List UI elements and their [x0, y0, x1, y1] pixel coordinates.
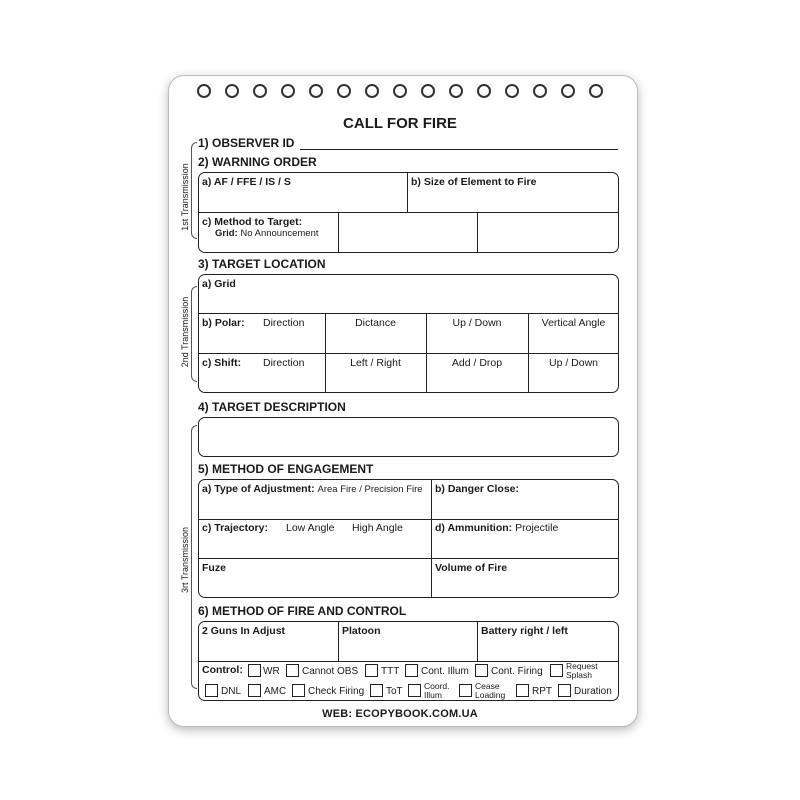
divider: [338, 621, 339, 661]
checkbox-dnl[interactable]: [205, 684, 218, 697]
checkbox-rpt[interactable]: [516, 684, 529, 697]
shift-up-down: Up / Down: [548, 357, 599, 369]
spiral-ring: [589, 84, 603, 98]
section-target-description: 4) TARGET DESCRIPTION: [198, 400, 346, 414]
size-element-label: b) Size of Element to Fire: [411, 176, 537, 188]
grid-value: No Announcement: [240, 228, 319, 239]
ammunition-value: Projectile: [515, 522, 559, 534]
amc-label: AMC: [264, 686, 287, 697]
spiral-ring: [561, 84, 575, 98]
battery-label: Battery right / left: [481, 625, 568, 637]
shift-direction: Direction: [263, 357, 305, 369]
section-target-location: 3) TARGET LOCATION: [198, 257, 326, 271]
volume-fire-label: Volume of Fire: [435, 562, 508, 574]
transmission-label-3: 3rt Transmission: [180, 526, 190, 594]
footer-website: WEB: ECOPYBOOK.COM.UA: [322, 708, 478, 720]
section-method-engagement: 5) METHOD OF ENGAGEMENT: [198, 462, 374, 476]
spiral-ring: [421, 84, 435, 98]
divider: [338, 212, 339, 253]
divider: [198, 353, 619, 354]
target-grid-label: a) Grid: [202, 278, 236, 290]
polar-label: b) Polar:: [202, 317, 245, 329]
coord-illum-label: Coord. Illum: [424, 681, 450, 700]
transmission-label-1: 1st Transmission: [180, 163, 190, 231]
shift-add-drop: Add / Drop: [451, 357, 503, 369]
checkbox-cease-loading[interactable]: [459, 684, 472, 697]
checkbox-duration[interactable]: [558, 684, 571, 697]
target-description-field[interactable]: [198, 417, 619, 457]
section-observer-id: 1) OBSERVER ID: [198, 136, 295, 150]
spiral-ring: [281, 84, 295, 98]
cont-firing-label: Cont. Firing: [491, 666, 543, 677]
checkbox-check-firing[interactable]: [292, 684, 305, 697]
checkbox-ttt[interactable]: [365, 664, 378, 677]
high-angle: High Angle: [352, 522, 403, 534]
divider: [431, 479, 432, 598]
checkbox-request-splash[interactable]: [550, 664, 563, 677]
check-firing-label: Check Firing: [308, 686, 365, 697]
cont-illum-label: Cont. Illum: [421, 666, 469, 677]
polar-distance: Dictance: [355, 317, 396, 329]
adjustment-label: a) Type of Adjustment:: [202, 483, 315, 495]
spiral-ring: [309, 84, 323, 98]
cease-loading-label: Cease Loading: [475, 681, 506, 700]
transmission-bracket-2: [191, 286, 197, 382]
rpt-label: RPT: [532, 686, 552, 697]
polar-vertical-angle: Vertical Angle: [541, 317, 606, 329]
checkbox-tot[interactable]: [370, 684, 383, 697]
guns-adjust-label: 2 Guns In Adjust: [202, 625, 286, 637]
ammunition-label: d) Ammunition:: [435, 522, 513, 534]
fuze-label: Fuze: [202, 562, 226, 574]
duration-label: Duration: [574, 686, 612, 697]
spiral-ring: [197, 84, 211, 98]
checkbox-wr[interactable]: [248, 664, 261, 677]
tot-label: ToT: [386, 686, 403, 697]
checkbox-cont-illum[interactable]: [405, 664, 418, 677]
shift-left-right: Left / Right: [350, 357, 401, 369]
checkbox-coord-illum[interactable]: [408, 684, 421, 697]
spiral-ring: [477, 84, 491, 98]
shift-label: c) Shift:: [202, 357, 242, 369]
section-warning-order: 2) WARNING ORDER: [198, 155, 317, 169]
request-splash-label: Request Splash: [566, 661, 598, 680]
checkbox-cont-firing[interactable]: [475, 664, 488, 677]
divider: [477, 621, 478, 661]
spiral-ring: [393, 84, 407, 98]
spiral-ring: [225, 84, 239, 98]
page-title: CALL FOR FIRE: [343, 115, 457, 132]
method-target-label: c) Method to Target:: [202, 216, 303, 228]
divider: [198, 558, 619, 559]
engagement-table: [198, 479, 619, 598]
target-location-table: [198, 274, 619, 393]
grid-label: Grid:: [215, 228, 238, 239]
spiral-ring: [253, 84, 267, 98]
divider: [198, 661, 619, 662]
adjustment-value: Area Fire / Precision Fire: [317, 484, 423, 495]
transmission-label-2: 2nd Transmission: [180, 296, 190, 368]
spiral-ring: [533, 84, 547, 98]
low-angle: Low Angle: [286, 522, 335, 534]
checkbox-amc[interactable]: [248, 684, 261, 697]
checkbox-cannot-obs[interactable]: [286, 664, 299, 677]
trajectory-label: c) Trajectory:: [202, 522, 268, 534]
divider: [198, 313, 619, 314]
spiral-ring: [505, 84, 519, 98]
section-method-fire: 6) METHOD OF FIRE AND CONTROL: [198, 604, 407, 618]
transmission-bracket-1: [191, 142, 197, 239]
platoon-label: Platoon: [342, 625, 381, 637]
divider: [198, 519, 619, 520]
polar-up-down: Up / Down: [452, 317, 502, 329]
observer-id-field[interactable]: [300, 149, 618, 150]
danger-close-label: b) Danger Close:: [435, 483, 520, 495]
divider: [198, 212, 619, 213]
dnl-label: DNL: [221, 686, 242, 697]
cannot-obs-label: Cannot OBS: [302, 666, 359, 677]
spiral-ring: [337, 84, 351, 98]
af-ffe-label: a) AF / FFE / IS / S: [202, 176, 291, 188]
wr-label: WR: [263, 666, 280, 677]
divider: [477, 212, 478, 253]
spiral-ring: [449, 84, 463, 98]
spiral-ring: [365, 84, 379, 98]
polar-direction: Direction: [263, 317, 305, 329]
control-label: Control:: [202, 664, 243, 676]
transmission-bracket-3: [191, 425, 197, 689]
divider: [407, 172, 408, 212]
ttt-label: TTT: [381, 666, 400, 677]
